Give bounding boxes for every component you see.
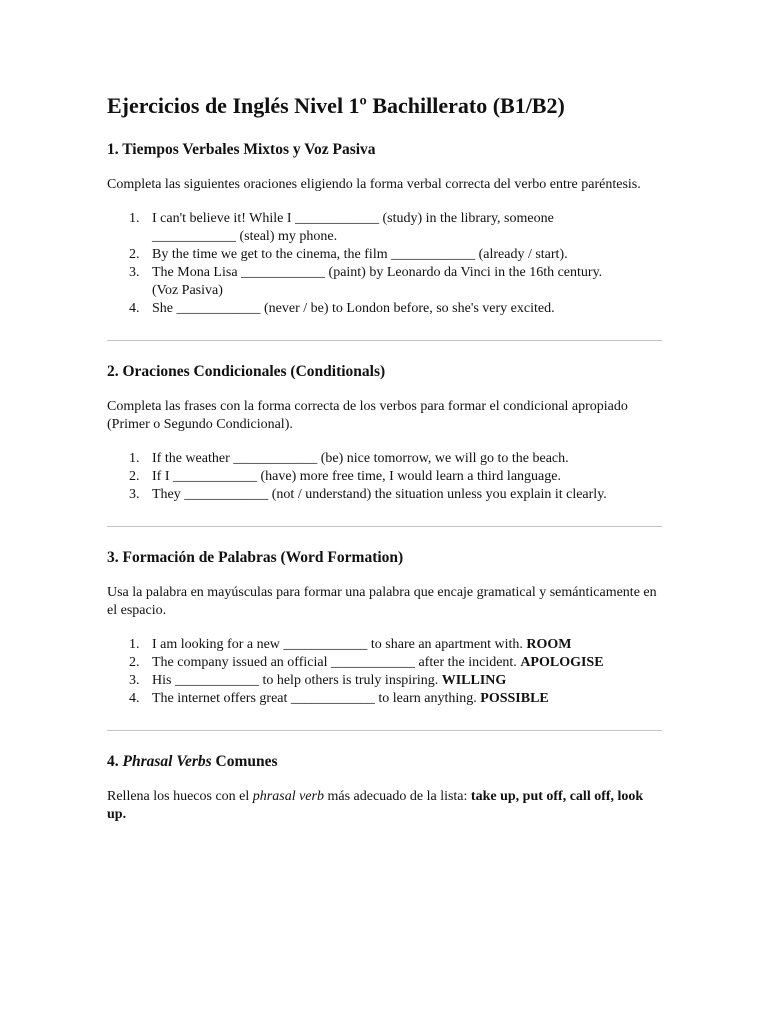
item-keyword: WILLING: [441, 673, 507, 688]
exercise-list: [107, 210, 662, 318]
section-verb-tenses: [107, 140, 662, 318]
exercise-item: [107, 636, 662, 654]
item-number: 1.: [129, 451, 140, 466]
item-text: I am looking for a new ____________ to share an apartment with.: [152, 637, 523, 652]
exercise-item: [107, 486, 662, 504]
item-number: 4.: [129, 301, 140, 316]
item-keyword: POSSIBLE: [480, 691, 549, 706]
item-text: If I ____________ (have) more free time, I would learn a third language.: [152, 469, 561, 484]
exercise-item: [107, 690, 662, 708]
item-keyword: ROOM: [526, 637, 572, 652]
heading-number: 4.: [107, 753, 119, 770]
section-instructions: Completa las frases con la forma correcta de los verbos para formar el condicional apropiado (Primer o Segundo Condicional).: [107, 399, 628, 432]
section-heading: 3. Formación de Palabras (Word Formation): [107, 549, 404, 566]
item-text: By the time we get to the cinema, the film ____________ (already / start).: [152, 247, 568, 262]
item-text: The internet offers great ____________ to learn anything.: [152, 691, 477, 706]
intro-after: más adecuado de la lista:: [327, 789, 468, 804]
section-divider: [107, 526, 662, 527]
item-text: His ____________ to help others is truly inspiring.: [152, 673, 439, 688]
phrasal-verb-list: take up, put off, call off, look up.: [107, 789, 644, 822]
item-number: 3.: [129, 673, 140, 688]
intro-italic: phrasal verb: [252, 789, 324, 804]
exercise-item: [107, 246, 662, 264]
item-text: She ____________ (never / be) to London before, so she's very excited.: [152, 301, 555, 316]
item-text-continued: ____________ (steal) my phone.: [152, 229, 338, 244]
heading-rest: Comunes: [215, 753, 278, 770]
section-divider: [107, 730, 662, 731]
item-number: 2.: [129, 247, 140, 262]
section-instructions: Completa las siguientes oraciones eligiendo la forma verbal correcta del verbo entre paréntesis.: [107, 177, 641, 192]
item-number: 3.: [129, 487, 140, 502]
exercise-item: [107, 468, 662, 486]
section-heading: 2. Oraciones Condicionales (Conditionals): [107, 363, 386, 380]
item-text: The company issued an official ____________ after the incident.: [152, 655, 517, 670]
exercise-item: [107, 654, 662, 672]
section-word-formation: [107, 548, 662, 708]
section-heading: [107, 752, 662, 772]
item-text: They ____________ (not / understand) the situation unless you explain it clearly.: [152, 487, 607, 502]
heading-italic: Phrasal Verbs: [122, 753, 212, 770]
item-text: The Mona Lisa ____________ (paint) by Leonardo da Vinci in the 16th century.: [152, 265, 603, 280]
section-phrasal-verbs: [107, 752, 662, 824]
item-text: If the weather ____________ (be) nice tomorrow, we will go to the beach.: [152, 451, 569, 466]
section-instructions: [107, 788, 662, 824]
exercise-item: [107, 450, 662, 468]
item-number: 1.: [129, 211, 140, 226]
item-number: 2.: [129, 655, 140, 670]
section-instructions: Usa la palabra en mayúsculas para formar una palabra que encaje gramatical y semánticamente en el espacio.: [107, 585, 657, 618]
item-text: I can't believe it! While I ____________ (study) in the library, someone: [152, 211, 554, 226]
item-number: 3.: [129, 265, 140, 280]
item-number: 4.: [129, 691, 140, 706]
item-number: 1.: [129, 637, 140, 652]
exercise-item: [107, 300, 662, 318]
section-heading: 1. Tiempos Verbales Mixtos y Voz Pasiva: [107, 141, 376, 158]
section-divider: [107, 340, 662, 341]
exercise-item: [107, 264, 662, 300]
exercise-item: [107, 672, 662, 690]
section-conditionals: [107, 362, 662, 504]
intro-before: Rellena los huecos con el: [107, 789, 250, 804]
item-text-continued: (Voz Pasiva): [152, 283, 223, 298]
page-title: Ejercicios de Inglés Nivel 1º Bachillerato (B1/B2): [107, 93, 565, 118]
item-number: 2.: [129, 469, 140, 484]
document-content: [107, 92, 662, 840]
item-keyword: APOLOGISE: [520, 655, 604, 670]
exercise-item: [107, 210, 662, 246]
exercise-list: [107, 450, 662, 504]
exercise-list: [107, 636, 662, 708]
